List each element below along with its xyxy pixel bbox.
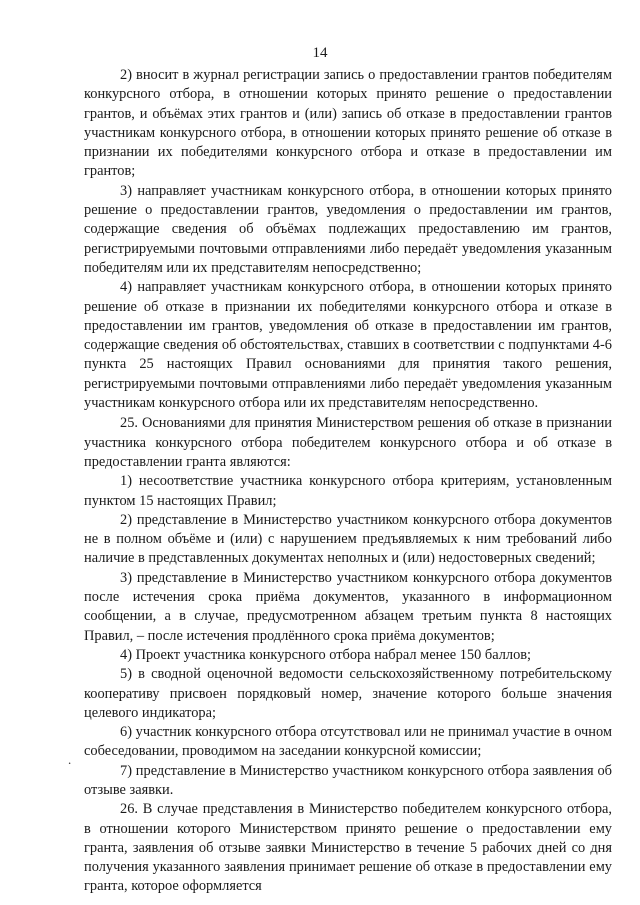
paragraph-ground-5: 5) в сводной оценочной ведомости сельскохозяйственному потребительскому кооперативу присвоен порядковый номер, значение которого больше значения целевого индикатора; <box>84 666 612 721</box>
paragraph-subitem-4: 4) направляет участникам конкурсного отбора, в отношении которых принято решение об отказе в признании их победителями конкурсного отбора и отказе в предоставлении им грантов, уведомления об отказе в предоставлении им грантов, содержащие сведения об обстоятельствах, ставших в соответствии с подпунктами 4-6 пункта 25 настоящих Правил основаниями для принятия такого решения, регистрируемыми почтовыми отправлениями либо передаёт уведомления указанным участникам конкурсного отбора или их представителям непосредственно. <box>84 279 612 412</box>
document-body <box>84 66 612 897</box>
margin-mark: . <box>68 752 72 767</box>
page-number: 14 <box>312 45 328 61</box>
paragraph-ground-2: 2) представление в Министерство участником конкурсного отбора документов не в полном объёме и (или) с нарушением предъявляемых к ним требований либо наличие в представленных документах неполных и (или) недостоверных сведений; <box>84 511 612 567</box>
paragraph-ground-3: 3) представление в Министерство участником конкурсного отбора документов после истечения срока приёма документов, указанного в информационном сообщении, а в случае, предусмотренном абзацем третьим пункта 8 настоящих Правил, – после истечения продлённого срока приёма документов; <box>84 569 612 644</box>
paragraph-clause-25: 25. Основаниями для принятия Министерством решения об отказе в признании участника конкурсного отбора победителем конкурсного отбора и об отказе в предоставлении гранта являются: <box>84 415 612 470</box>
paragraph-ground-1: 1) несоответствие участника конкурсного отбора критериям, установленным пунктом 15 настоящих Правил; <box>84 473 612 509</box>
paragraph-clause-26: 26. В случае представления в Министерство победителем конкурсного отбора, в отношении которого Министерством принято решение о предоставлении ему гранта, заявления об отзыве заявки Министерство в течение 5 рабочих дней со дня получения указанного заявления принимает решение об отказе в предоставлении ему гранта, которое оформляется <box>84 801 612 895</box>
paragraph-subitem-2: 2) вносит в журнал регистрации запись о предоставлении грантов победителям конкурсного отбора, в отношении которых принято решение о предоставлении грантов, и объёмах этих грантов и (или) запись об отказе в предоставлении грантов участникам конкурсного отбора, в отношении которых принято решение об отказе в признании их победителями конкурсного отбора и отказе в предоставлении им грантов; <box>84 67 612 180</box>
paragraph-ground-7: 7) представление в Министерство участником конкурсного отбора заявления об отзыве заявки. <box>84 762 612 798</box>
paragraph-subitem-3: 3) направляет участникам конкурсного отбора, в отношении которых принято решение о предоставлении грантов, уведомления о предоставлении им грантов, содержащие сведения об объёмах подлежащих предоставлению им грантов, регистрируемыми почтовыми отправлениями либо передаёт уведомления указанным победителям или их представителям непосредственно; <box>84 182 612 276</box>
paragraph-ground-6: 6) участник конкурсного отбора отсутствовал или не принимал участие в очном собеседовании, проводимом на заседании конкурсной комиссии; <box>84 724 612 760</box>
paragraph-ground-4: 4) Проект участника конкурсного отбора набрал менее 150 баллов; <box>120 646 532 663</box>
